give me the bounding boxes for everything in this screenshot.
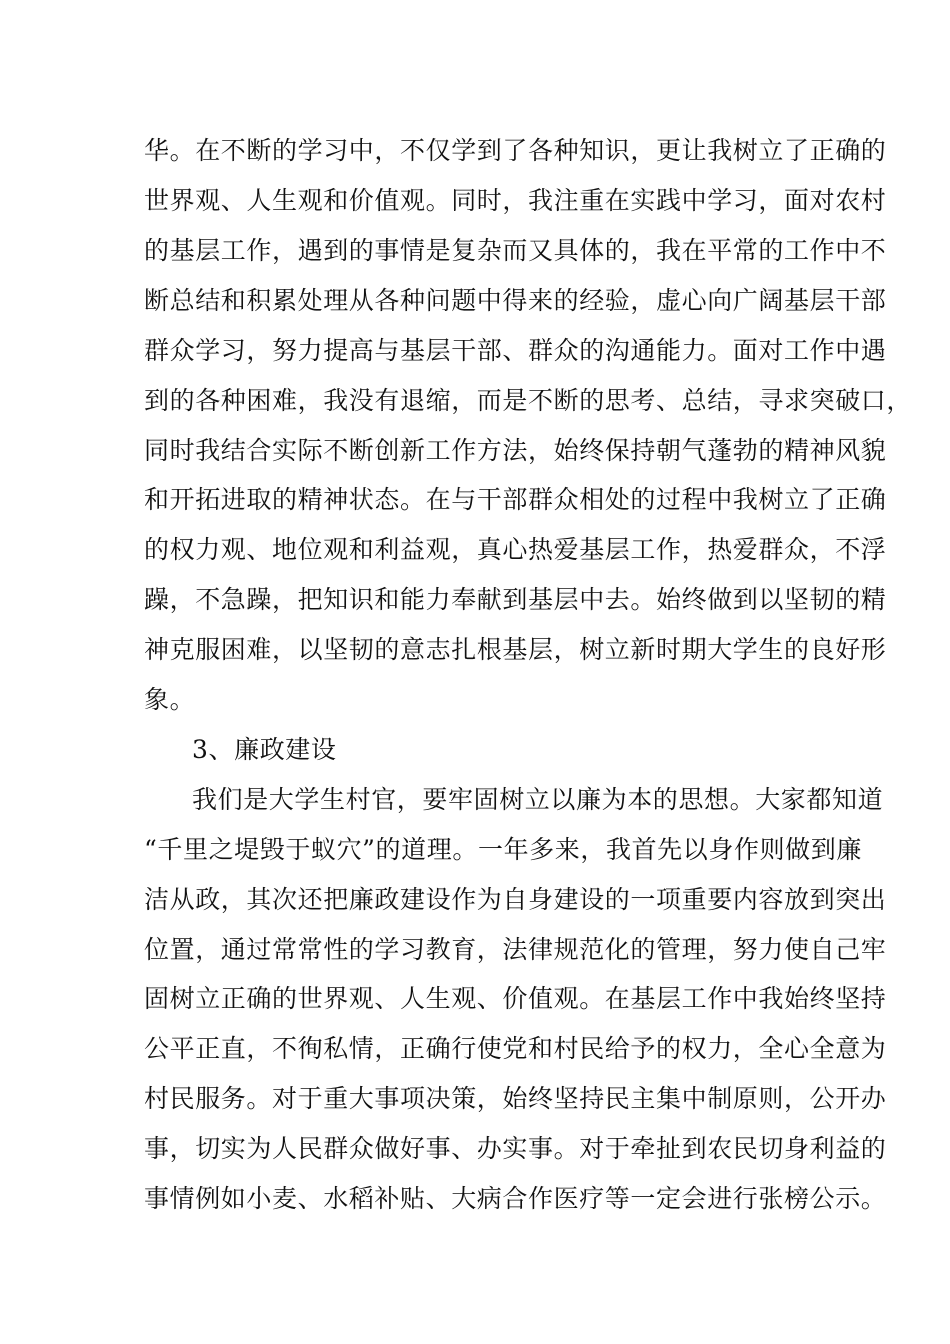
paragraph-line: 群众学习，努力提高与基层干部、群众的沟通能力。面对工作中遇 bbox=[144, 336, 887, 365]
paragraph-line: 事，切实为人民群众做好事、办实事。对于牵扯到农民切身利益的 bbox=[144, 1134, 887, 1163]
paragraph-line: 固树立正确的世界观、人生观、价值观。在基层工作中我始终坚持 bbox=[144, 984, 887, 1013]
paragraph-line: 的权力观、地位观和利益观，真心热爱基层工作，热爱群众，不浮 bbox=[144, 535, 887, 564]
paragraph-line: 到的各种困难，我没有退缩，而是不断的思考、总结，寻求突破口， bbox=[144, 386, 913, 415]
paragraph-line: 洁从政，其次还把廉政建设作为自身建设的一项重要内容放到突出 bbox=[144, 885, 887, 914]
paragraph-line: “千里之堤毁于蚁穴”的道理。一年多来，我首先以身作则做到廉 bbox=[144, 835, 862, 864]
paragraph-line: 公平正直，不徇私情，正确行使党和村民给予的权力，全心全意为 bbox=[144, 1034, 887, 1063]
paragraph-line: 世界观、人生观和价值观。同时，我注重在实践中学习，面对农村 bbox=[144, 186, 887, 215]
paragraph-line: 的基层工作，遇到的事情是复杂而又具体的，我在平常的工作中不 bbox=[144, 236, 887, 265]
paragraph-line: 位置，通过常常性的学习教育，法律规范化的管理，努力使自己牢 bbox=[144, 935, 887, 964]
paragraph-line: 神克服困难，以坚韧的意志扎根基层，树立新时期大学生的良好形 bbox=[144, 635, 887, 664]
paragraph-line: 断总结和积累处理从各种问题中得来的经验，虚心向广阔基层干部 bbox=[144, 286, 887, 315]
paragraph-line: 躁，不急躁，把知识和能力奉献到基层中去。始终做到以坚韧的精 bbox=[144, 585, 887, 614]
paragraph-line: 同时我结合实际不断创新工作方法，始终保持朝气蓬勃的精神风貌 bbox=[144, 436, 887, 465]
paragraph-line: 象。 bbox=[144, 685, 196, 714]
paragraph-line: 事情例如小麦、水稻补贴、大病合作医疗等一定会进行张榜公示。 bbox=[144, 1184, 887, 1213]
paragraph-line: 和开拓进取的精神状态。在与干部群众相处的过程中我树立了正确 bbox=[144, 485, 887, 514]
section-heading: 3、廉政建设 bbox=[192, 735, 337, 764]
paragraph-line: 华。在不断的学习中，不仅学到了各种知识，更让我树立了正确的 bbox=[144, 136, 887, 165]
paragraph-line: 村民服务。对于重大事项决策，始终坚持民主集中制原则，公开办 bbox=[144, 1084, 887, 1113]
paragraph-line: 我们是大学生村官，要牢固树立以廉为本的思想。大家都知道 bbox=[192, 785, 884, 814]
